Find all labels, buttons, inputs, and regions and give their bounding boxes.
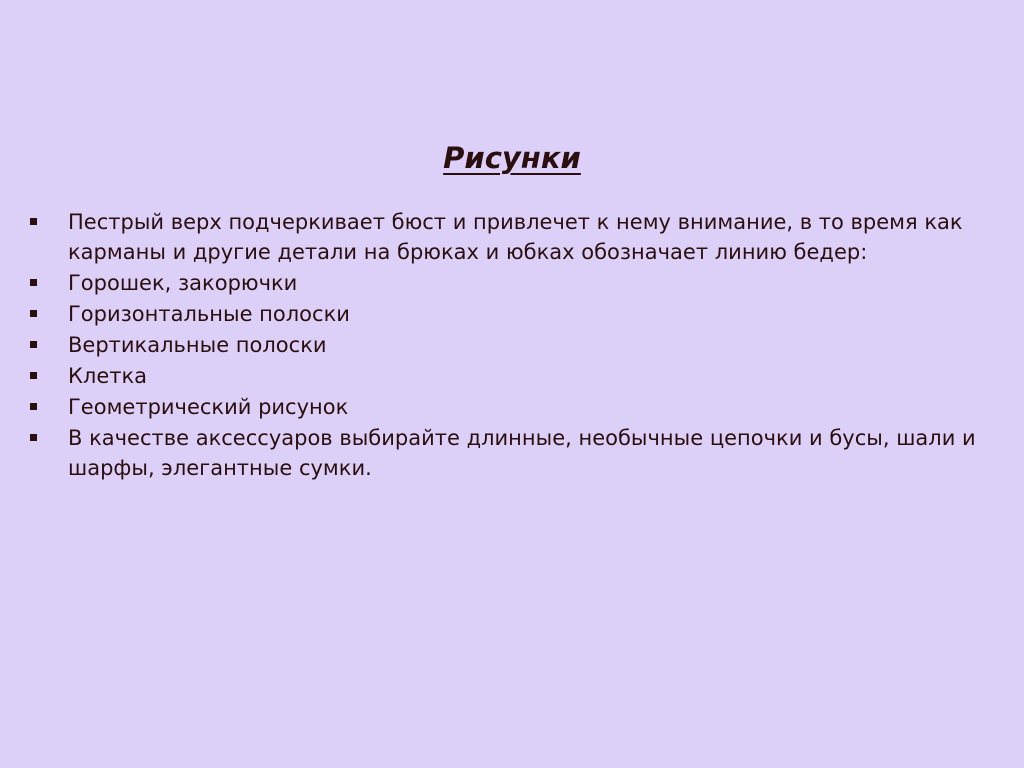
bullet-text: Геометрический рисунок xyxy=(68,395,349,419)
bullet-text: Пестрый верх подчеркивает бюст и привлечет к нему внимание, в то время как карманы и другие детали на брюках и юбках обозначает линию бедер: xyxy=(68,210,963,264)
bullet-item xyxy=(30,361,1000,391)
bullet-text: Горошек, закорючки xyxy=(68,271,298,295)
bullet-item xyxy=(30,268,1000,298)
square-bullet-icon xyxy=(30,341,37,348)
bullet-item xyxy=(30,392,1000,422)
square-bullet-icon xyxy=(30,279,37,286)
bullet-item xyxy=(30,207,1000,267)
bullet-list xyxy=(30,207,1000,484)
bullet-item xyxy=(30,299,1000,329)
square-bullet-icon xyxy=(30,403,37,410)
bullet-item xyxy=(30,423,1000,483)
square-bullet-icon xyxy=(30,218,37,225)
square-bullet-icon xyxy=(30,310,37,317)
slide-title: Рисунки xyxy=(443,141,581,175)
bullet-text: В качестве аксессуаров выбирайте длинные, необычные цепочки и бусы, шали и шарфы, элегантные сумки. xyxy=(68,426,976,480)
bullet-text: Клетка xyxy=(68,364,148,388)
square-bullet-icon xyxy=(30,434,37,441)
bullet-item xyxy=(30,330,1000,360)
bullet-text: Горизонтальные полоски xyxy=(68,302,350,326)
square-bullet-icon xyxy=(30,372,37,379)
bullet-text: Вертикальные полоски xyxy=(68,333,327,357)
